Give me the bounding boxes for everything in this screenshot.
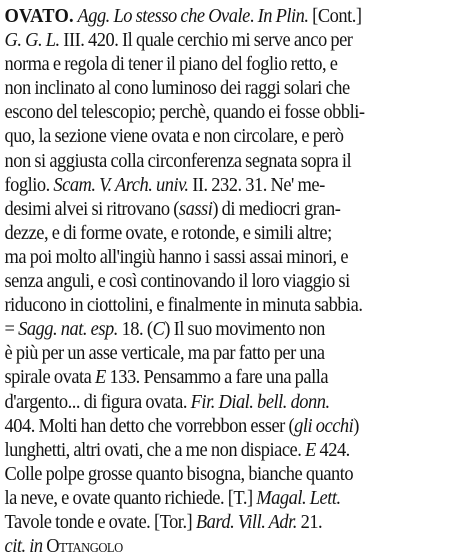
body-text: non si aggiusta colla circonferenza segnata sopra il [4,149,352,172]
body-text: = [4,318,19,341]
body-text: . [249,5,258,27]
body-text: senza anguli, e così continovando il loro viaggio si [4,270,350,293]
text-line [5,52,462,76]
body-text: la neve, e ovate quanto richiede. [T.] [4,486,257,509]
body-text: III. 420. Il quale cerchio mi serve anco per [59,29,353,52]
text-line [5,4,462,28]
text-line [5,365,462,389]
body-text: 424. [315,438,350,461]
body-text: ma poi molto all'ingiù hanno i sassi assai minori, e [4,245,349,268]
text-line [5,221,462,245]
text-line [5,341,462,365]
body-text: Tavole tonde e ovate. [Tor.] [4,510,196,533]
text-line [5,438,462,462]
text-line [5,317,462,341]
italic-text: In Plin. [257,5,309,27]
body-text: desimi alvei si ritrovano ( [4,197,179,220]
text-line [5,149,462,173]
italic-text: G. G. L. [4,29,60,52]
text-line [5,414,462,438]
text-line [5,534,462,558]
text-line [5,76,462,100]
italic-text: cit. in [4,535,43,558]
text-line [5,124,462,148]
body-text: ) [353,414,359,437]
text-line [5,293,462,317]
italic-text: Scam. V. Arch. univ. [53,173,189,196]
body-text: ) Il suo movimento non [164,318,325,341]
text-line [5,269,462,293]
body-text: spirale ovata [4,366,96,389]
headword: OVATO. [4,5,74,27]
text-line [5,245,462,269]
body-text: ) di mediocri gran- [212,197,341,220]
italic-text: Magal. Lett. [256,486,341,509]
body-text: norma e regola di tener il piano del foglio retto, e [4,53,338,76]
body-text: 404. Molti han detto che vorrebbon esser ( [4,414,295,437]
body-text: escono del telescopio; perchè, quando ei fosse obbli- [4,101,365,124]
text-line [5,390,462,414]
body-text: Colle polpe grosse quanto bisogna, bianche quanto [4,462,354,485]
body-text: quo, la sezione viene ovata e non circolare, e però [4,125,344,148]
text-line [5,510,462,534]
cross-reference: Ottangolo [46,535,123,558]
body-text: dezze, e di forme ovate, e rotonde, e simili altre; [4,221,332,244]
text-line [5,173,462,197]
italic-text: Agg. Lo stesso che [77,5,209,27]
body-text: [Cont.] [308,5,362,27]
text-line [5,462,462,486]
italic-text: E [305,438,316,461]
text-line [5,28,462,52]
body-text: 18. ( [117,318,153,341]
italic-text: Sagg. nat. esp. [18,318,118,341]
italic-text: Ovale [208,5,250,27]
body-text: è più per un asse verticale, ma par fatto per una [4,342,325,365]
body-text: foglio. [4,173,54,196]
italic-text: gli occhi [294,414,354,437]
body-text: non inclinato al cono luminoso dei raggi solari che [4,77,350,100]
italic-text: sassi [178,197,213,220]
text-line [5,100,462,124]
italic-text: Bard. Vill. Adr. [195,510,297,533]
italic-text: C [152,318,165,341]
italic-text: Fir. Dial. bell. donn. [190,390,330,413]
text-line [5,486,462,510]
body-text: d'argento... di figura ovata. [4,390,191,413]
body-text: II. 232. 31. Ne' me- [188,173,325,196]
italic-text: E [95,366,106,389]
body-text: riducono in ciottolini, e finalmente in minuta sabbia. [4,294,363,317]
body-text: lunghetti, altri ovati, che a me non dispiace. [4,438,306,461]
body-text: 21. [296,510,323,533]
text-line [5,197,462,221]
body-text: 133. Pensammo a fare una palla [105,366,329,389]
